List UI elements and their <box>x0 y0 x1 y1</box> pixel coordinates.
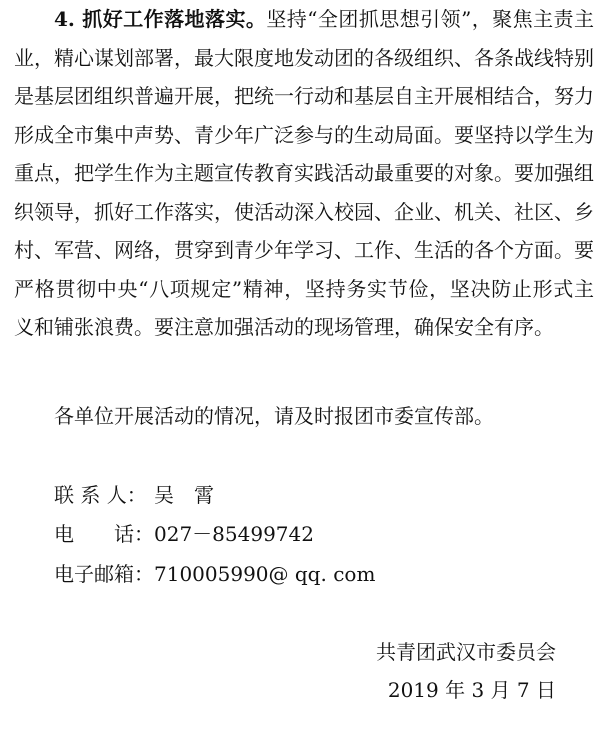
notice-text: 各单位开展活动的情况，请及时报团市委宣传部。 <box>54 404 494 428</box>
section-heading: 4. 抓好工作落地落实。 <box>54 7 267 31</box>
contact-phone-value: 027－85499742 <box>154 522 314 546</box>
contact-email-label: 电子邮箱： <box>54 562 154 586</box>
signature-organization: 共青团武汉市委员会 <box>376 640 556 664</box>
contact-person-row <box>54 481 214 509</box>
contact-person-label: 联 系 人： <box>54 483 147 507</box>
notice-paragraph <box>14 397 594 436</box>
paragraph-body: 坚持“全团抓思想引领”，聚焦主责主业，精心谋划部署，最大限度地发动团的各级组织、各条战线特别是基层团组织普遍开展，把统一行动和基层自主开展相结合，努力形成全市集中声势、青少年广泛参与的生动局面。要坚持以学生为重点，把学生作为主题宣传教育实践活动最重要的对象。要加强组织领导，抓好工作落实，使活动深入校园、企业、机关、社区、乡村、军营、网络，贯穿到青少年学习、工作、生活的各个方面。要严格贯彻中央“八项规定”精神，坚持务实节俭，坚决防止形式主义和铺张浪费。要注意加强活动的现场管理，确保安全有序。 <box>14 7 594 339</box>
contact-phone-label: 电 话： <box>54 522 154 546</box>
contact-phone-row <box>54 520 314 548</box>
contact-person-value: 吴 霄 <box>154 483 214 507</box>
signature-date: 2019 年 3 月 7 日 <box>387 678 556 702</box>
contact-email-value: 710005990@ qq. com <box>154 562 376 586</box>
contact-email-row <box>54 560 375 588</box>
work-implementation-paragraph <box>14 0 594 347</box>
